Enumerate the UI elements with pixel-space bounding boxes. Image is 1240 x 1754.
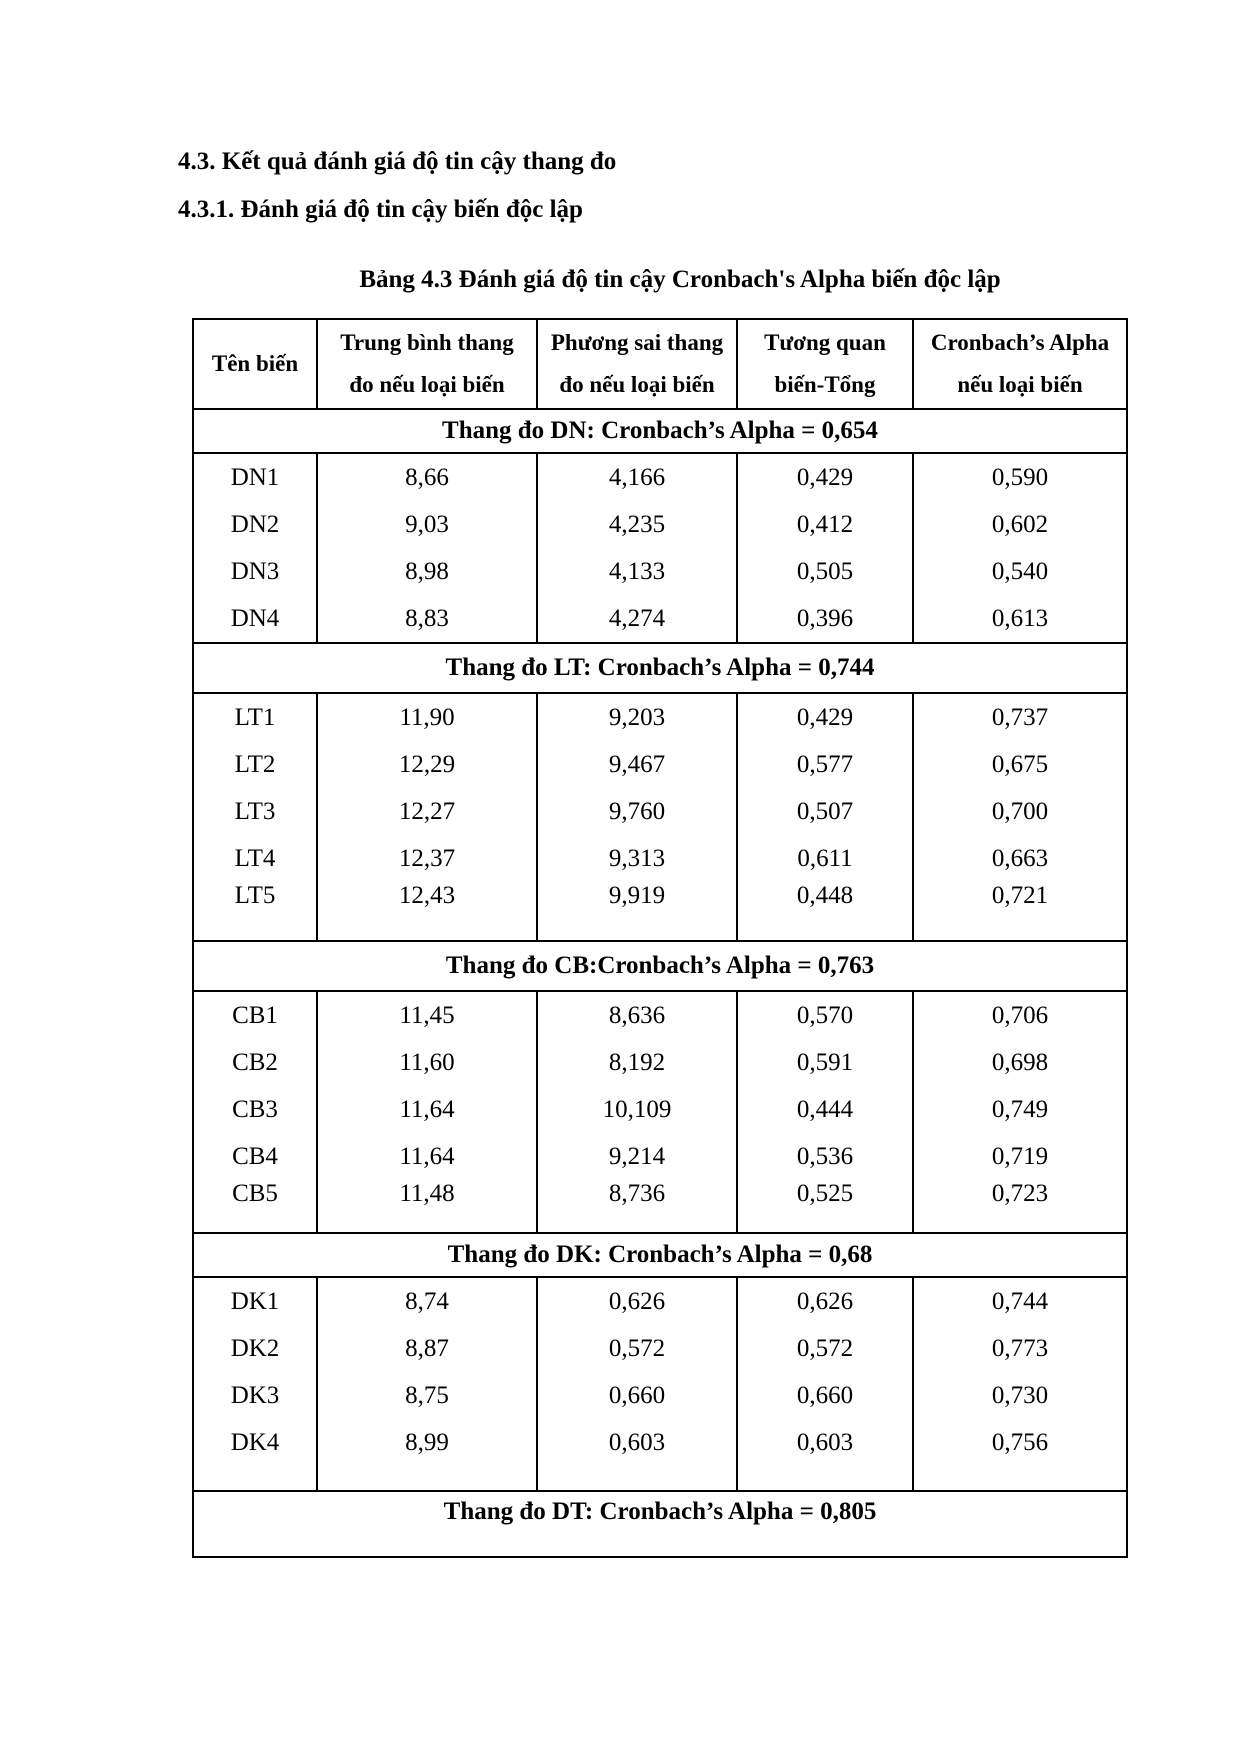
header-alpha-line1: Cronbach’s Alpha (930, 330, 1110, 355)
cell-scale-variance: 0,603 (537, 1419, 737, 1466)
cell-alpha: 0,719 (913, 1133, 1127, 1180)
cell-correlation: 0,444 (737, 1086, 913, 1133)
header-correlation-line1: Tương quan (764, 330, 886, 355)
spacer-cell (913, 1466, 1127, 1491)
table-row (193, 1039, 1127, 1086)
cell-variable: DN1 (193, 453, 317, 501)
cell-variable: LT1 (193, 693, 317, 741)
cell-correlation: 0,603 (737, 1419, 913, 1466)
table-row (193, 1277, 1127, 1325)
cell-alpha: 0,590 (913, 453, 1127, 501)
table-row (193, 1133, 1127, 1180)
cell-alpha: 0,756 (913, 1419, 1127, 1466)
cell-variable: LT3 (193, 788, 317, 835)
header-scale-variance (537, 319, 737, 409)
table-row (193, 835, 1127, 882)
table-row (193, 453, 1127, 501)
cell-scale-mean: 8,98 (317, 548, 537, 595)
table-row (193, 595, 1127, 643)
cell-alpha: 0,737 (913, 693, 1127, 741)
cell-variable: LT4 (193, 835, 317, 882)
cell-scale-mean: 8,87 (317, 1325, 537, 1372)
group-title-cb: Thang đo CB:Cronbach’s Alpha = 0,763 (193, 941, 1127, 991)
cell-scale-mean: 12,43 (317, 882, 537, 941)
group-row-dt (193, 1491, 1127, 1557)
cell-scale-mean: 9,03 (317, 501, 537, 548)
header-alpha-if-deleted (913, 319, 1127, 409)
cell-variable: DK2 (193, 1325, 317, 1372)
header-scale-variance-line2: đo nếu loại biến (559, 372, 715, 397)
spacer-cell (193, 1466, 317, 1491)
spacer-cell (317, 1466, 537, 1491)
cell-correlation: 0,507 (737, 788, 913, 835)
group-title-dk: Thang đo DK: Cronbach’s Alpha = 0,68 (193, 1233, 1127, 1277)
cell-correlation: 0,429 (737, 453, 913, 501)
cell-variable: CB5 (193, 1180, 317, 1233)
table-row (193, 693, 1127, 741)
cell-variable: DK1 (193, 1277, 317, 1325)
spacer-cell (737, 1466, 913, 1491)
cell-variable: DN3 (193, 548, 317, 595)
header-scale-mean-line2: đo nếu loại biến (349, 372, 505, 397)
cell-correlation: 0,591 (737, 1039, 913, 1086)
cell-alpha: 0,749 (913, 1086, 1127, 1133)
table-row (193, 882, 1127, 941)
cell-scale-variance: 9,760 (537, 788, 737, 835)
group-title-dt: Thang đo DT: Cronbach’s Alpha = 0,805 (193, 1491, 1127, 1557)
cell-alpha: 0,613 (913, 595, 1127, 643)
cell-alpha: 0,698 (913, 1039, 1127, 1086)
table-row (193, 1325, 1127, 1372)
cell-scale-variance: 9,214 (537, 1133, 737, 1180)
cell-scale-variance: 8,736 (537, 1180, 737, 1233)
cell-correlation: 0,577 (737, 741, 913, 788)
cell-scale-variance: 0,626 (537, 1277, 737, 1325)
cell-correlation: 0,611 (737, 835, 913, 882)
cell-scale-variance: 9,467 (537, 741, 737, 788)
group-title-dn: Thang đo DN: Cronbach’s Alpha = 0,654 (193, 409, 1127, 453)
cell-alpha: 0,721 (913, 882, 1127, 941)
cell-variable: LT2 (193, 741, 317, 788)
cell-variable: CB1 (193, 991, 317, 1039)
cell-variable: CB4 (193, 1133, 317, 1180)
cell-alpha: 0,663 (913, 835, 1127, 882)
cell-scale-variance: 4,166 (537, 453, 737, 501)
header-item-total-correlation (737, 319, 913, 409)
cell-scale-mean: 8,66 (317, 453, 537, 501)
cell-scale-variance: 0,660 (537, 1372, 737, 1419)
table-row (193, 991, 1127, 1039)
group-row-dk (193, 1233, 1127, 1277)
header-scale-mean (317, 319, 537, 409)
cell-alpha: 0,706 (913, 991, 1127, 1039)
cell-scale-variance: 8,636 (537, 991, 737, 1039)
group-title-lt: Thang đo LT: Cronbach’s Alpha = 0,744 (193, 643, 1127, 693)
cell-correlation: 0,660 (737, 1372, 913, 1419)
cell-correlation: 0,412 (737, 501, 913, 548)
cell-scale-variance: 9,203 (537, 693, 737, 741)
table-row (193, 501, 1127, 548)
header-scale-mean-line1: Trung bình thang (340, 330, 514, 355)
reliability-table (192, 318, 1128, 1558)
cell-alpha: 0,602 (913, 501, 1127, 548)
header-alpha-line2: nếu loại biến (957, 372, 1083, 397)
section-heading: 4.3. Kết quả đánh giá độ tin cậy thang đo (178, 148, 617, 175)
cell-scale-mean: 12,37 (317, 835, 537, 882)
cell-alpha: 0,540 (913, 548, 1127, 595)
cell-scale-mean: 8,75 (317, 1372, 537, 1419)
table-caption: Bảng 4.3 Đánh giá độ tin cậy Cronbach's Alpha biến độc lập (359, 266, 1001, 293)
cell-scale-mean: 11,48 (317, 1180, 537, 1233)
group-row-cb (193, 941, 1127, 991)
cell-scale-variance: 8,192 (537, 1039, 737, 1086)
cell-alpha: 0,700 (913, 788, 1127, 835)
table-row (193, 1086, 1127, 1133)
cell-scale-mean: 8,83 (317, 595, 537, 643)
cell-alpha: 0,773 (913, 1325, 1127, 1372)
cell-correlation: 0,525 (737, 1180, 913, 1233)
cell-scale-mean: 8,74 (317, 1277, 537, 1325)
cell-scale-variance: 4,133 (537, 548, 737, 595)
table-row (193, 1419, 1127, 1466)
table-row (193, 741, 1127, 788)
subsection-heading: 4.3.1. Đánh giá độ tin cậy biến độc lập (178, 196, 583, 223)
header-correlation-line2: biến-Tổng (774, 372, 876, 397)
cell-variable: DK3 (193, 1372, 317, 1419)
cell-scale-variance: 4,235 (537, 501, 737, 548)
cell-correlation: 0,396 (737, 595, 913, 643)
cell-scale-variance: 10,109 (537, 1086, 737, 1133)
table-row (193, 548, 1127, 595)
cell-scale-variance: 4,274 (537, 595, 737, 643)
cell-alpha: 0,723 (913, 1180, 1127, 1233)
cell-correlation: 0,570 (737, 991, 913, 1039)
cell-correlation: 0,429 (737, 693, 913, 741)
cell-scale-mean: 12,27 (317, 788, 537, 835)
table-header (193, 319, 1127, 409)
cell-correlation: 0,448 (737, 882, 913, 941)
group-row-dn (193, 409, 1127, 453)
cell-alpha: 0,730 (913, 1372, 1127, 1419)
cell-variable: LT5 (193, 882, 317, 941)
group-row-lt (193, 643, 1127, 693)
cell-scale-mean: 11,64 (317, 1133, 537, 1180)
cell-correlation: 0,536 (737, 1133, 913, 1180)
cell-scale-mean: 11,60 (317, 1039, 537, 1086)
cell-variable: DK4 (193, 1419, 317, 1466)
cell-scale-mean: 11,45 (317, 991, 537, 1039)
header-scale-variance-line1: Phương sai thang (550, 330, 724, 355)
cell-scale-mean: 11,64 (317, 1086, 537, 1133)
table-row (193, 788, 1127, 835)
cell-scale-mean: 12,29 (317, 741, 537, 788)
cell-scale-variance: 9,313 (537, 835, 737, 882)
cell-variable: DN4 (193, 595, 317, 643)
cell-scale-variance: 0,572 (537, 1325, 737, 1372)
header-variable-name: Tên biến (193, 319, 317, 409)
cell-scale-mean: 11,90 (317, 693, 537, 741)
cell-alpha: 0,675 (913, 741, 1127, 788)
table-row (193, 1372, 1127, 1419)
cell-correlation: 0,626 (737, 1277, 913, 1325)
cell-variable: CB3 (193, 1086, 317, 1133)
cell-alpha: 0,744 (913, 1277, 1127, 1325)
cell-correlation: 0,572 (737, 1325, 913, 1372)
cell-scale-variance: 9,919 (537, 882, 737, 941)
table-row (193, 1180, 1127, 1233)
cell-scale-mean: 8,99 (317, 1419, 537, 1466)
cell-variable: CB2 (193, 1039, 317, 1086)
cell-variable: DN2 (193, 501, 317, 548)
table-row-spacer (193, 1466, 1127, 1491)
cell-correlation: 0,505 (737, 548, 913, 595)
spacer-cell (537, 1466, 737, 1491)
